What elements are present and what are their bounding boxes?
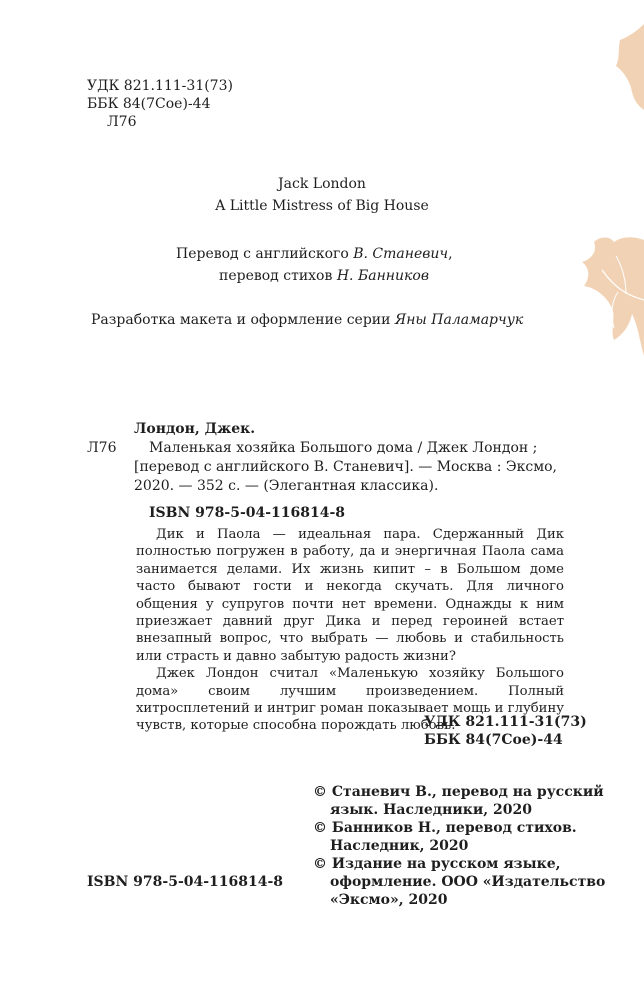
translator-name: В. Станевич bbox=[353, 246, 449, 262]
isbn-footer: ISBN 978-5-04-116814-8 bbox=[87, 874, 284, 890]
catalog-isbn: ISBN 978-5-04-116814-8 bbox=[149, 505, 346, 521]
translation-comma: , bbox=[448, 246, 453, 262]
annotation-paragraph: Джек Лондон считал «Маленькую хозяйку Большого дома» своим лучшим произведением. Полный хитросплетений и интриг роман показывает мощь и глубину чувств, которые способна порождать любовь. bbox=[136, 666, 564, 734]
original-author: Jack London bbox=[278, 176, 366, 192]
poetry-translation-label: перевод стихов bbox=[219, 268, 333, 284]
design-label: Разработка макета и оформление серии bbox=[91, 312, 391, 328]
copyright-edition-cont: «Эксмо», 2020 bbox=[330, 892, 448, 908]
translation-label: Перевод с английского bbox=[176, 246, 349, 262]
copyright-edition-cont: оформление. ООО «Издательство bbox=[330, 874, 606, 890]
author-mark: Л76 bbox=[107, 114, 137, 130]
catalog-line-2: [перевод с английского В. Станевич]. — Москва : Эксмо, bbox=[134, 459, 557, 475]
catalog-line-1: Маленькая хозяйка Большого дома / Джек Лондон ; bbox=[149, 440, 538, 456]
catalog-heading: Лондон, Джек. bbox=[134, 421, 256, 437]
copyright-translator: © Станевич В., перевод на русский bbox=[313, 784, 604, 800]
poetry-translator-name: Н. Банников bbox=[336, 268, 429, 284]
bbk-code: ББК 84(7Сое)-44 bbox=[87, 96, 211, 112]
bbk-code-bottom: ББК 84(7Сое)-44 bbox=[424, 732, 563, 748]
annotation-paragraph: Дик и Паола — идеальная пара. Сдержанный Дик полностью погружен в работу, да и энергичная Паола сама занимается делами. Их жизнь кипит – в Большом доме часто бывают гости и некогда скучать. Для личного общения у супругов почти нет времени. Однажды к ним приезжает давний друг Дика и перед героиней встает внезапный вопрос, что выбрать — любовь и стабильность или страсть и давно забытую радость жизни? bbox=[136, 527, 564, 664]
design-credit bbox=[91, 310, 523, 330]
original-title: A Little Mistress of Big House bbox=[215, 198, 429, 214]
copyright-poetry-translator-cont: Наследник, 2020 bbox=[330, 838, 469, 854]
poetry-translation-credit bbox=[219, 266, 429, 286]
copyright-poetry-translator: © Банников Н., перевод стихов. bbox=[313, 820, 577, 836]
catalog-mark: Л76 bbox=[87, 440, 117, 456]
udk-code: УДК 821.111-31(73) bbox=[87, 78, 233, 94]
copyright-edition: © Издание на русском языке, bbox=[313, 856, 561, 872]
translation-credit bbox=[176, 244, 453, 264]
copyright-translator-cont: язык. Наследники, 2020 bbox=[330, 802, 532, 818]
catalog-line-3: 2020. — 352 с. — (Элегантная классика). bbox=[134, 478, 439, 494]
annotation bbox=[136, 526, 564, 735]
designer-name: Яны Паламарчук bbox=[394, 312, 524, 328]
udk-code-bottom: УДК 821.111-31(73) bbox=[424, 714, 587, 730]
